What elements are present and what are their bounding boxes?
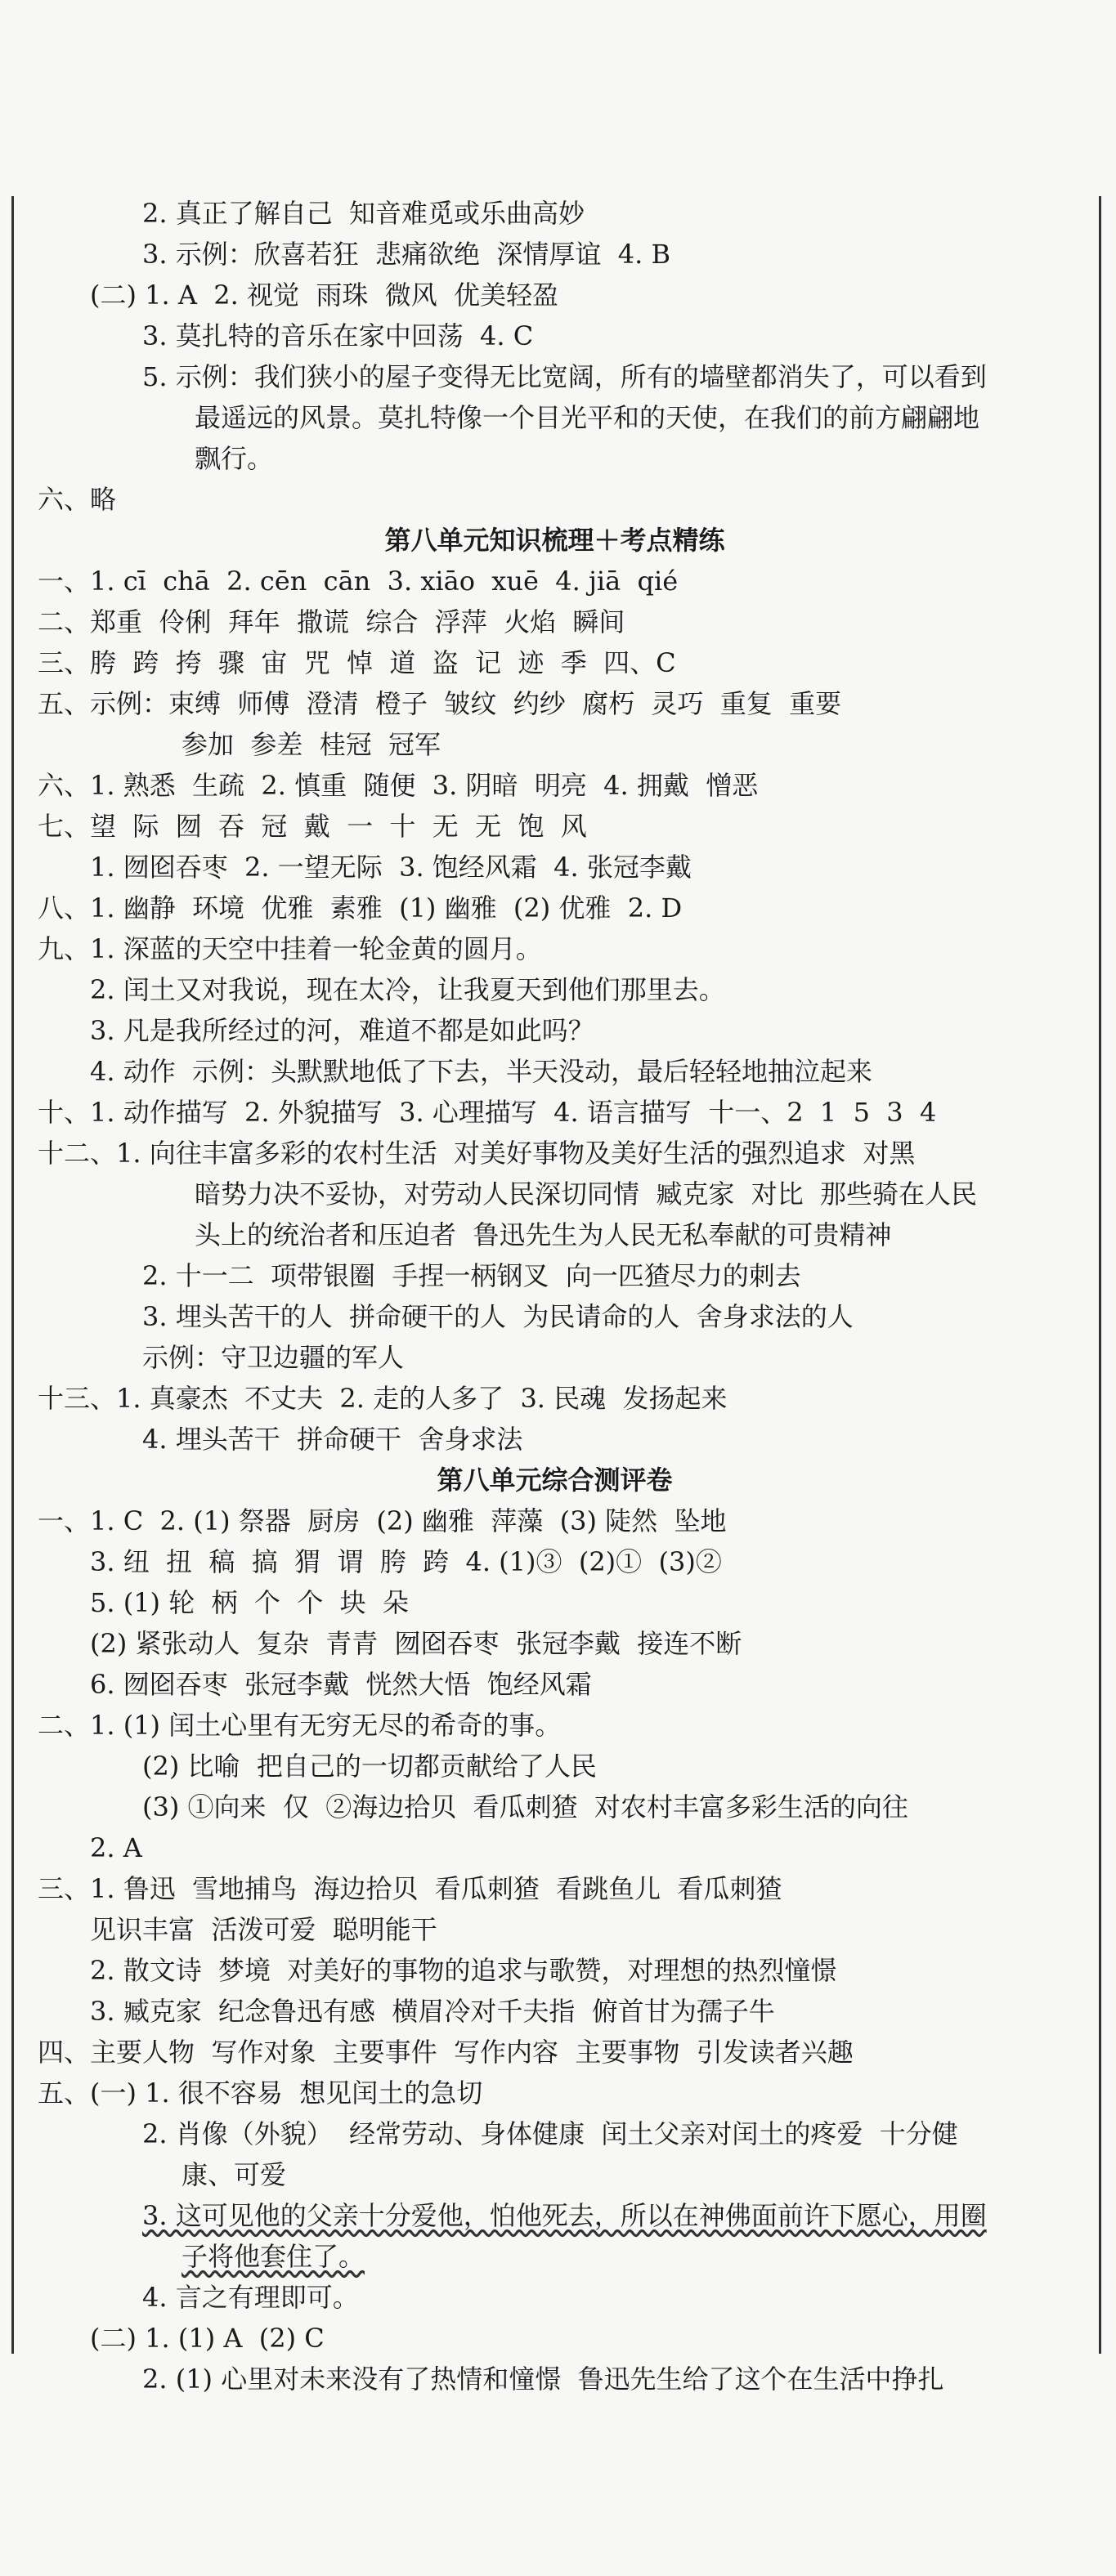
answer-line: 4. 埋头苦干 拼命硬干 舍身求法 <box>142 1424 523 1455</box>
answer-line: 二、1. (1) 闰土心里有无穷无尽的希奇的事。 <box>38 1710 562 1741</box>
answer-line: 3. 莫扎特的音乐在家中回荡 4. C <box>142 320 534 351</box>
answer-line: 1. 囫囵吞枣 2. 一望无际 3. 饱经风霜 4. 张冠李戴 <box>90 852 692 883</box>
answer-line: (3) ①向来 仅 ②海边拾贝 看瓜刺猹 对农村丰富多彩生活的向往 <box>142 1791 908 1822</box>
right-border-line <box>1099 196 1101 2354</box>
answer-line: 六、略 <box>38 484 117 515</box>
answer-line: 六、1. 熟悉 生疏 2. 慎重 随便 3. 阴暗 明亮 4. 拥戴 憎恶 <box>38 770 759 801</box>
answer-line: 2. 散文诗 梦境 对美好的事物的追求与歌赞，对理想的热烈憧憬 <box>90 1955 837 1986</box>
answer-line: 2. 十一二 项带银圈 手捏一柄钢叉 向一匹猹尽力的刺去 <box>142 1260 801 1291</box>
answer-line: 6. 囫囵吞枣 张冠李戴 恍然大悟 饱经风霜 <box>90 1669 592 1700</box>
answer-line: 最遥远的风景。莫扎特像一个目光平和的天使，在我们的前方翩翩地 <box>195 402 980 433</box>
answer-line: 一、1. C 2. (1) 祭器 厨房 (2) 幽雅 萍藻 (3) 陡然 坠地 <box>38 1505 727 1536</box>
answer-line: 2. 闰土又对我说，现在太冷，让我夏天到他们那里去。 <box>90 974 725 1005</box>
answer-line: 2. 真正了解自己 知音难觅或乐曲高妙 <box>142 198 585 229</box>
answer-line: 见识丰富 活泼可爱 聪明能干 <box>90 1914 437 1945</box>
answer-line: 5. (1) 轮 柄 个 个 块 朵 <box>90 1587 409 1618</box>
answer-line: 二、郑重 伶俐 拜年 撒谎 综合 浮萍 火焰 瞬间 <box>38 606 625 637</box>
answer-line: 5. 示例：我们狭小的屋子变得无比宽阔，所有的墙壁都消失了，可以看到 <box>142 361 987 392</box>
answer-line: 十二、1. 向往丰富多彩的农村生活 对美好事物及美好生活的强烈追求 对黑 <box>38 1138 916 1169</box>
answer-line-underlined: 子将他套住了。 <box>182 2241 365 2272</box>
answer-line: 3. 埋头苦干的人 拼命硬干的人 为民请命的人 舍身求法的人 <box>142 1301 854 1332</box>
answer-line: 一、1. cī chā 2. cēn cān 3. xiāo xuē 4. jiā qié <box>38 566 679 597</box>
answer-line: 3. 纽 扭 稿 搞 猬 谓 胯 跨 4. (1)③ (2)① (3)② <box>90 1546 722 1577</box>
answer-line: 4. 言之有理即可。 <box>142 2282 359 2313</box>
answer-line: 3. 示例：欣喜若狂 悲痛欲绝 深情厚谊 4. B <box>142 239 670 270</box>
section-title-knowledge: 第八单元知识梳理＋考点精练 <box>384 525 725 556</box>
answer-line: 四、主要人物 写作对象 主要事件 写作内容 主要事物 引发读者兴趣 <box>38 2037 854 2068</box>
answer-line: 2. A <box>90 1832 142 1863</box>
answer-line: 头上的统治者和压迫者 鲁迅先生为人民无私奉献的可贵精神 <box>195 1219 892 1250</box>
left-border-line <box>11 196 14 2354</box>
answer-line: 五、(一) 1. 很不容易 想见闰土的急切 <box>38 2077 483 2109</box>
answer-line: 3. 臧克家 纪念鲁迅有感 横眉冷对千夫指 俯首甘为孺子牛 <box>90 1996 775 2027</box>
answer-line: 十、1. 动作描写 2. 外貌描写 3. 心理描写 4. 语言描写 十一、2 1 5 3 4 <box>38 1097 937 1128</box>
answer-line: 三、1. 鲁迅 雪地捕鸟 海边拾贝 看瓜刺猹 看跳鱼儿 看瓜刺猹 <box>38 1873 782 1904</box>
answer-line: (2) 紧张动人 复杂 青青 囫囵吞枣 张冠李戴 接连不断 <box>90 1628 742 1659</box>
answer-line: 康、可爱 <box>182 2159 287 2190</box>
answer-line: 2. 肖像（外貌） 经常劳动、身体健康 闰土父亲对闰土的疼爱 十分健 <box>142 2118 958 2149</box>
answer-line-underlined: 3. 这可见他的父亲十分爱他，怕他死去，所以在神佛面前许下愿心，用圈 <box>142 2200 987 2231</box>
answer-line: 示例：守卫边疆的军人 <box>142 1342 405 1373</box>
answer-line: 九、1. 深蓝的天空中挂着一轮金黄的圆月。 <box>38 933 542 964</box>
answer-line: 参加 参差 桂冠 冠军 <box>182 729 441 760</box>
section-title-test: 第八单元综合测评卷 <box>437 1465 673 1496</box>
answer-line: 七、望 际 囫 吞 冠 戴 一 十 无 无 饱 风 <box>38 811 587 842</box>
answer-content <box>38 193 1072 2399</box>
answer-line: 八、1. 幽静 环境 优雅 素雅 (1) 幽雅 (2) 优雅 2. D <box>38 892 683 924</box>
answer-line: 飘行。 <box>195 443 274 474</box>
answer-line: 五、示例：束缚 师傅 澄清 橙子 皱纹 约纱 腐朽 灵巧 重复 重要 <box>38 688 842 719</box>
answer-line: 十三、1. 真豪杰 不丈夫 2. 走的人多了 3. 民魂 发扬起来 <box>38 1383 728 1414</box>
answer-line: 3. 凡是我所经过的河，难道不都是如此吗？ <box>90 1015 594 1046</box>
answer-line: (二) 1. A 2. 视觉 雨珠 微风 优美轻盈 <box>90 280 559 311</box>
answer-line: 三、胯 跨 挎 骤 宙 咒 悼 道 盗 记 迹 季 四、C <box>38 647 676 678</box>
answer-line: 2. (1) 心里对未来没有了热情和憧憬 鲁迅先生给了这个在生活中挣扎 <box>142 2364 944 2395</box>
answer-line: 4. 动作 示例：头默默地低了下去，半天没动，最后轻轻地抽泣起来 <box>90 1056 873 1087</box>
answer-line: (2) 比喻 把自己的一切都贡献给了人民 <box>142 1751 597 1782</box>
answer-line: (二) 1. (1) A (2) C <box>90 2323 325 2354</box>
answer-line: 暗势力决不妥协，对劳动人民深切同情 臧克家 对比 那些骑在人民 <box>195 1178 978 1210</box>
